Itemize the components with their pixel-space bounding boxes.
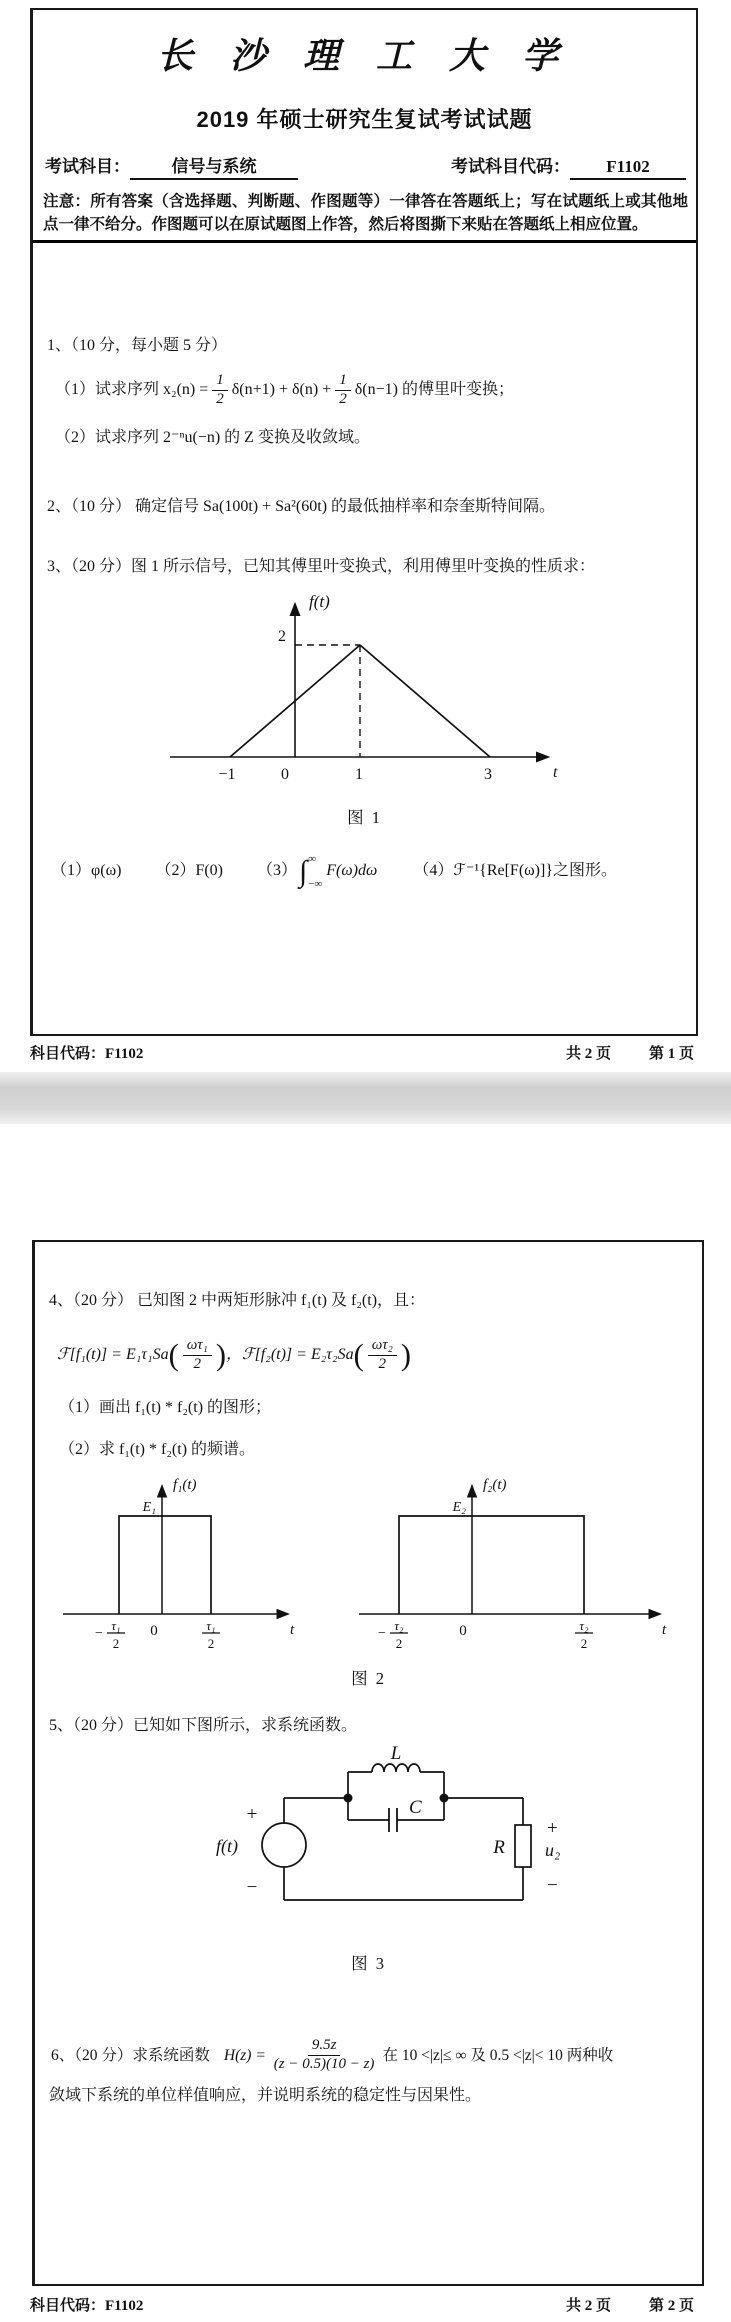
header-divider (33, 240, 696, 243)
fig2-tick-tau1-num: τ₁ (205, 1617, 216, 1633)
question-1-part-1 (55, 373, 696, 408)
page-1-sheet (30, 8, 698, 1036)
fraction-one-half: $\frac{1}{2}$ (212, 373, 228, 408)
question-2: 2、（10 分） 确定信号 Sa(100t) + Sa²(60t) 的最低抽样率和奈奎斯特间隔。 (47, 497, 556, 515)
output-voltage-label: u₂ (544, 1840, 560, 1861)
junction-dot-right (439, 1794, 448, 1803)
q3-sub-3-label: （3） (257, 862, 298, 880)
footer-right-group (566, 2294, 698, 2315)
source-symbol (262, 1823, 306, 1867)
page-2-footer (30, 2294, 698, 2315)
fig1-tick-3: 3 (483, 765, 492, 783)
fig2-ylabel-2: f₂(t) (482, 1476, 507, 1493)
left-paren: ( (353, 1338, 364, 1373)
fraction-omega-tau1: $\frac{\text{ωτ₁}}{2}$ (183, 1338, 212, 1373)
fig2-tick-tau2-den: 2 (580, 1635, 587, 1651)
figure-1-caption: 图 1 (347, 807, 382, 827)
q1-part1-middle: δ(n+1) + δ(n) + (231, 380, 332, 398)
question-6-line-2: 敛域下系统的单位样值响应，并说明系统的稳定性与因果性。 (49, 2086, 482, 2104)
fig1-tick-minus1: −1 (217, 765, 236, 783)
q3-sub-2: （2）F(0) (155, 862, 223, 880)
right-paren: ) (215, 1338, 226, 1373)
q6-hz: H(z) = (223, 2046, 266, 2064)
figure-2-caption: 图 2 (351, 1668, 386, 1688)
integral-sign: ∫ (299, 854, 308, 888)
right-paren: ) (400, 1338, 412, 1373)
figure-2 (35, 1474, 702, 1689)
subject-code-value: F1102 (570, 157, 686, 180)
notice-text: 注意：所有答案（含选择题、判断题、作图题等）一律答在答题纸上；写在试题纸上或其他地点一律不给分。作图题可以在原试题图上作答，然后将图撕下来贴在答题纸上相应位置。 (43, 193, 688, 234)
fig2-tick-0: 0 (149, 1622, 158, 1639)
subject-code-label: 考试科目代码： (451, 157, 570, 176)
question-6-line-1 (51, 2038, 702, 2073)
subject-group (45, 152, 298, 180)
figure-3 (35, 1741, 702, 1974)
exam-title: 2019 年硕士研究生复试考试试题 (196, 107, 533, 132)
fig2-tick-tau2-num: τ₂ (578, 1617, 589, 1633)
fig1-ylabel: f(t) (308, 591, 330, 611)
fig2-tick-neg-tau1-den: 2 (112, 1635, 119, 1651)
subject-code-group (451, 152, 686, 180)
fig2-tick-neg-tau1-num: τ₁ (110, 1617, 121, 1633)
source-plus: + (246, 1804, 257, 1826)
figure-3-circuit (149, 1741, 589, 1941)
question-4-heading: 4、（20 分） 已知图 2 中两矩形脉冲 f₁(t) 及 f₂(t)，且： (49, 1292, 426, 1309)
question-1-heading: 1、（10 分，每小题 5 分） (47, 336, 228, 354)
fig1-tick-1: 1 (354, 765, 363, 783)
question-1-part-2: （2）试求序列 2⁻ⁿu(−n) 的 Z 变换及收敛域。 (55, 429, 370, 447)
q6-roc: 在 10 <|z|≤ ∞ 及 0.5 <|z|< 10 两种收 (382, 2046, 614, 2064)
footer-total-pages: 共 2 页 (565, 2298, 611, 2314)
page-divider (0, 1072, 731, 1124)
footer-right-group (566, 1042, 698, 1063)
q3-sub-1: （1）φ(ω) (51, 862, 122, 880)
integral-body: F(ω)dω (326, 862, 378, 880)
figure-2-plot (59, 1474, 679, 1656)
footer-page-number: 第 2 页 (648, 2298, 694, 2314)
fig2-tick-tau1-den: 2 (207, 1635, 214, 1651)
page-2-sheet (32, 1240, 704, 2286)
question-5-heading: 5、（20 分）已知如下图所示，求系统函数。 (49, 1716, 358, 1734)
university-title: 长 沙 理 工 大 学 (156, 36, 572, 76)
q4-formula-middle: ，ℱ[f₂(t)] = E₂τ₂Sa (226, 1346, 354, 1364)
question-4-sub-1: （1）画出 f₁(t) * f₂(t) 的图形； (59, 1398, 272, 1416)
output-plus: + (546, 1818, 558, 1840)
q1-part1-prefix: （1）试求序列 x₂(n) = (55, 380, 209, 398)
integral-lower-limit: −∞ (308, 877, 323, 890)
triangle-falling-edge (360, 645, 490, 757)
integral-limits (308, 854, 322, 890)
rect-pulse-2 (399, 1516, 584, 1614)
q3-sub-3 (257, 854, 379, 890)
q4-formula-prefix: ℱ[f₁(t)] = E₁τ₁Sa (57, 1346, 169, 1364)
fig2-tick-neg-tau2-num: τ₂ (393, 1617, 404, 1633)
fraction-one-half: $\frac{1}{2}$ (335, 373, 351, 408)
fig2-tick-0: 0 (458, 1622, 467, 1639)
question-4-sub-2: （2）求 f₁(t) * f₂(t) 的频谱。 (59, 1441, 256, 1459)
figure-1 (33, 589, 696, 828)
subject-value: 信号与系统 (130, 152, 298, 180)
fig1-tick-0: 0 (280, 765, 289, 783)
subject-row (45, 152, 686, 180)
integral-upper-limit: ∞ (308, 852, 317, 865)
fig2-amplitude-2: E₂ (452, 1499, 466, 1515)
resistor-label: R (492, 1837, 505, 1859)
figure-1-plot (155, 589, 575, 795)
minus-sign: − (94, 1625, 103, 1641)
fraction-omega-tau2: $\frac{\text{ωτ₂}}{2}$ (368, 1338, 397, 1373)
subject-label: 考试科目： (45, 157, 130, 176)
footer-total-pages: 共 2 页 (565, 1046, 611, 1062)
fig2-amplitude-1: E₁ (142, 1499, 156, 1515)
minus-sign: − (377, 1625, 386, 1641)
output-minus: − (546, 1875, 558, 1897)
fig1-peak-value: 2 (277, 627, 286, 645)
source-label: f(t) (215, 1836, 238, 1857)
fig2-tick-neg-tau2-den: 2 (395, 1635, 402, 1651)
junction-dot-left (343, 1794, 352, 1803)
q1-part1-suffix: δ(n−1) 的傅里叶变换； (354, 380, 514, 398)
fraction-hz: $\frac{9.5z}{(z - 0.5)(10 - z)}$ (273, 2037, 375, 2072)
footer-page-number: 第 1 页 (648, 1046, 694, 1062)
integral-expression (299, 854, 377, 890)
page-1-footer (30, 1042, 698, 1063)
q3-sub-4: （4）ℱ⁻¹{Re[F(ω)]}之图形。 (413, 862, 618, 880)
fig2-xlabel-1: t (289, 1621, 294, 1638)
rect-pulse-1 (119, 1516, 211, 1614)
left-paren: ( (168, 1338, 179, 1373)
footer-code: 科目代码：F1102 (30, 1046, 144, 1062)
question-3-heading: 3、（20 分）图 1 所示信号，已知其傅里叶变换式，利用傅里叶变换的性质求： (47, 558, 596, 576)
figure-3-caption: 图 3 (351, 1954, 386, 1974)
footer-code: 科目代码：F1102 (30, 2298, 144, 2314)
capacitor-label: C (408, 1797, 422, 1819)
question-4-formula (57, 1334, 702, 1377)
inductor-symbol (372, 1764, 420, 1772)
source-minus: − (246, 1877, 257, 1899)
question-3-subquestions (51, 854, 696, 890)
resistor-symbol (515, 1825, 531, 1867)
fig2-xlabel-2: t (661, 1621, 666, 1638)
q6-prefix: 6、（20 分）求系统函数 (51, 2046, 210, 2064)
fig1-xlabel: t (552, 763, 557, 781)
circuit-wires (284, 1772, 523, 1900)
fig2-ylabel-1: f₁(t) (172, 1476, 197, 1493)
inductor-label: L (390, 1743, 401, 1765)
